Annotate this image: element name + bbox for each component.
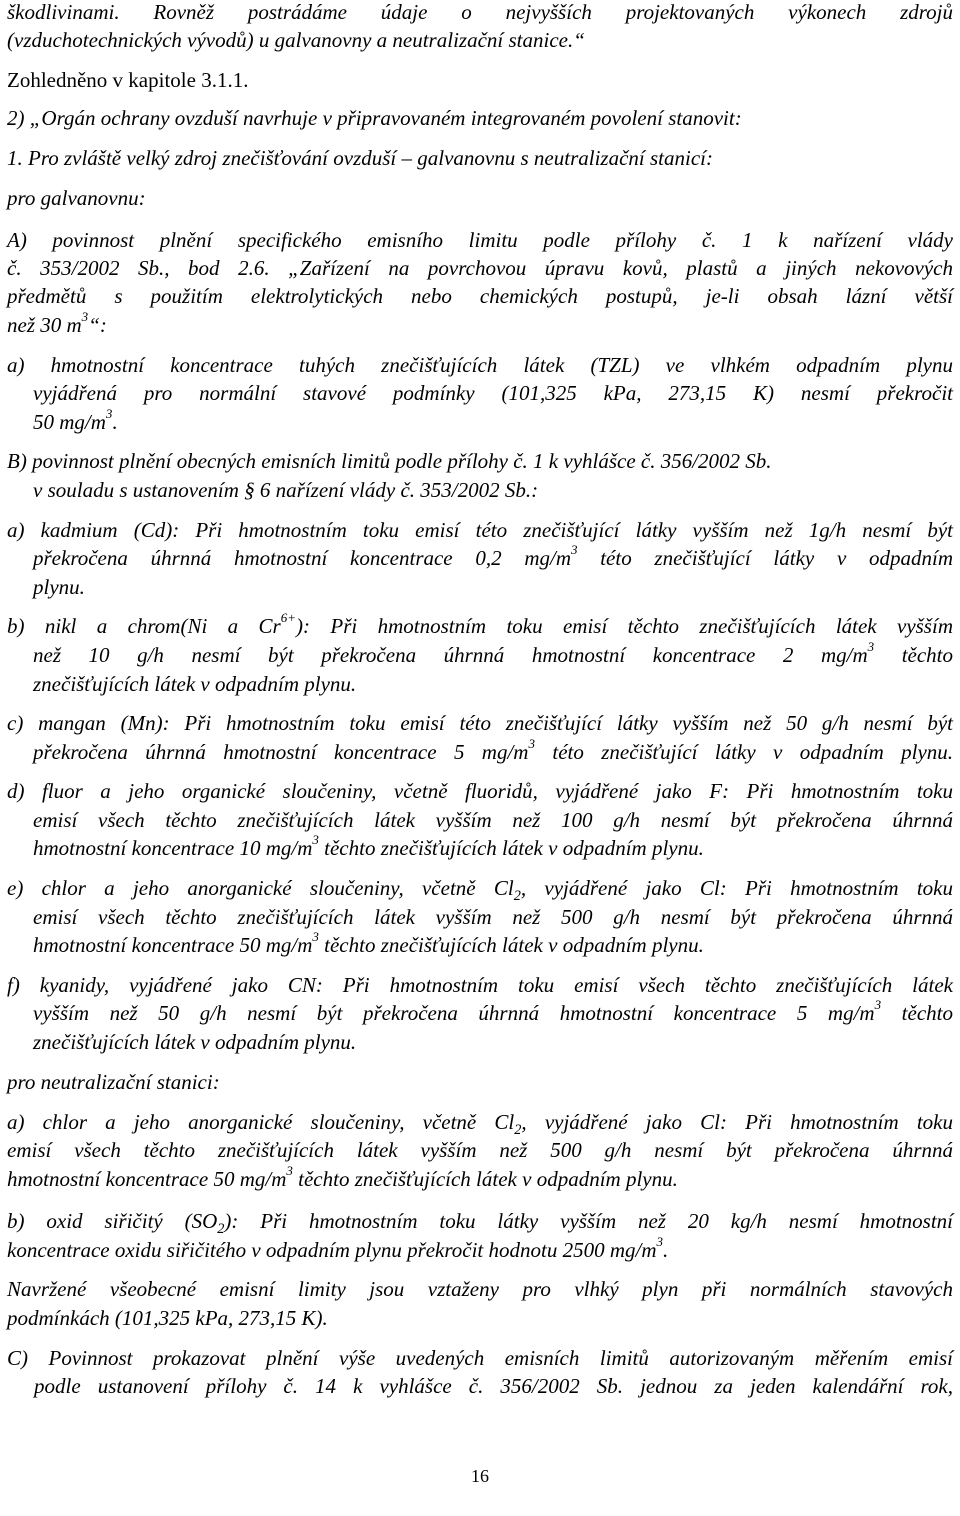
superscript: 3 xyxy=(81,309,89,325)
text-line: č. 353/2002 Sb., bod 2.6. „Zařízení na povrchovou úpravu kovů, plastů a jiných nekovových xyxy=(7,256,953,280)
text-line: vyjádřená pro normální stavové podmínky (101,325 kPa, 273,15 K) nesmí překročit xyxy=(33,381,953,405)
text-line: Navržené všeobecné emisní limity jsou vztaženy pro vlhký plyn při normálních stavových xyxy=(7,1277,953,1301)
text-line: emisí všech těchto znečišťujících látek vyšším než 100 g/h nesmí být překročena úhrnná xyxy=(33,808,953,832)
superscript: 3 xyxy=(867,639,875,655)
text-line xyxy=(7,1209,953,1238)
text-line: pro neutralizační stanici: xyxy=(7,1070,220,1094)
superscript: 3 xyxy=(105,406,113,422)
subscript: 2 xyxy=(217,1221,225,1238)
text-span: těchto znečišťujících látek v odpadním plynu. xyxy=(318,933,704,957)
text-line: podle ustanovení přílohy č. 14 k vyhlášce č. 356/2002 Sb. jednou za jeden kalendářní rok, xyxy=(34,1374,953,1398)
superscript: 3 xyxy=(570,542,578,558)
superscript: 6+ xyxy=(280,610,297,626)
superscript: 3 xyxy=(528,736,535,752)
text-line: A) povinnost plnění specifického emisního limitu podle přílohy č. 1 k nařízení vlády xyxy=(7,228,953,252)
text-line: (vzduchotechnických vývodů) u galvanovny a neutralizační stanice.“ xyxy=(7,28,585,52)
text-line: znečišťujících látek v odpadním plynu. xyxy=(33,1030,357,1054)
text-span: b) oxid siřičitý (SO xyxy=(7,1209,218,1233)
text-line: znečišťujících látek v odpadním plynu. xyxy=(33,672,357,696)
text-line xyxy=(7,610,953,638)
superscript: 3 xyxy=(286,1163,293,1179)
text-line: podmínkách (101,325 kPa, 273,15 K). xyxy=(7,1306,328,1330)
text-span: hmotnostní koncentrace 50 mg/m xyxy=(33,933,313,957)
text-span: a) chlor a jeho anorganické sloučeniny, včetně Cl xyxy=(7,1110,515,1134)
text-line xyxy=(33,542,953,570)
text-span: hmotnostní koncentrace 50 mg/m xyxy=(7,1167,287,1191)
text-span: než 30 m xyxy=(7,313,82,337)
text-line: předmětů s použitím elektrolytických nebo chemických postupů, je-li obsah lázní větší xyxy=(7,284,953,308)
text-line xyxy=(33,639,954,667)
text-line xyxy=(7,1163,953,1191)
text-span: této znečišťující látky v odpadním xyxy=(577,546,953,570)
text-span: b) nikl a chrom(Ni a Cr xyxy=(7,614,281,638)
text-span: , vyjádřené jako Cl: Při hmotnostním toku xyxy=(521,1110,953,1134)
text-span: koncentrace oxidu siřičitého v odpadním plynu překročit hodnotu 2500 mg/m xyxy=(7,1238,657,1262)
text-span: než 10 g/h nesmí být překročena úhrnná hmotnostní koncentrace 2 mg/m xyxy=(33,643,868,667)
subscript: 2 xyxy=(514,1122,522,1139)
superscript: 3 xyxy=(874,997,882,1013)
text-span: vyšším než 50 g/h nesmí být překročena úhrnná hmotnostní koncentrace 5 mg/m xyxy=(33,1001,875,1025)
text-line: pro galvanovnu: xyxy=(7,186,146,210)
text-line: a) hmotnostní koncentrace tuhých znečišťujících látek (TZL) ve vlhkém odpadním plynu xyxy=(7,353,953,377)
text-line: v souladu s ustanovením § 6 nařízení vlády č. 353/2002 Sb.: xyxy=(33,478,539,502)
text-line: škodlivinami. Rovněž postrádáme údaje o nejvyšších projektovaných výkonech zdrojů xyxy=(7,0,953,24)
text-line: c) mangan (Mn): Při hmotnostním toku emisí této znečišťující látky vyšším než 50 g/h nesmí být xyxy=(7,711,953,735)
text-span: 50 mg/m xyxy=(33,410,106,434)
text-line xyxy=(7,1110,953,1139)
text-line: d) fluor a jeho organické sloučeniny, včetně fluoridů, vyjádřené jako F: Při hmotnostním toku xyxy=(7,779,953,803)
text-span: . xyxy=(663,1238,669,1262)
superscript: 3 xyxy=(312,929,319,945)
text-line xyxy=(33,406,953,434)
text-line xyxy=(33,736,954,764)
superscript: 3 xyxy=(656,1234,664,1250)
text-line: B) povinnost plnění obecných emisních limitů podle přílohy č. 1 k vyhlášce č. 356/2002 Sb. xyxy=(7,449,772,473)
text-span: ): Při hmotnostním toku látky vyšším než 20 kg/h nesmí hmotnostní xyxy=(224,1209,953,1233)
text-span: těchto xyxy=(881,1001,953,1025)
text-line: emisí všech těchto znečišťujících látek vyšším než 500 g/h nesmí být překročena úhrnná xyxy=(7,1138,953,1162)
text-span: ): Při hmotnostním toku emisí těchto znečišťujících látek vyšším xyxy=(296,614,953,638)
text-line: 2) „Orgán ochrany ovzduší navrhuje v připravovaném integrovaném povolení stanovit: xyxy=(7,106,742,130)
text-line xyxy=(7,309,953,337)
text-span: e) chlor a jeho anorganické sloučeniny, včetně Cl xyxy=(7,876,514,900)
text-line xyxy=(33,832,953,860)
text-span: těchto xyxy=(874,643,954,667)
text-span: hmotnostní koncentrace 10 mg/m xyxy=(33,836,313,860)
page-number: 16 xyxy=(471,1466,489,1486)
text-span: těchto znečišťujících látek v odpadním plynu. xyxy=(292,1167,678,1191)
text-span: této znečišťující látky v odpadním plynu. xyxy=(535,740,954,764)
text-line: a) kadmium (Cd): Při hmotnostním toku emisí této znečišťující látky vyšším než 1g/h nesmí být xyxy=(7,518,953,542)
text-line: Zohledněno v kapitole 3.1.1. xyxy=(7,68,249,92)
text-span: “: xyxy=(88,313,107,337)
text-line xyxy=(33,929,953,957)
text-line: plynu. xyxy=(33,575,85,599)
text-span: těchto znečišťujících látek v odpadním plynu. xyxy=(318,836,704,860)
superscript: 3 xyxy=(312,832,319,848)
text-line xyxy=(7,1234,953,1262)
text-line: C) Povinnost prokazovat plnění výše uvedených emisních limitů autorizovaným měřením emisí xyxy=(7,1346,953,1370)
text-span: překročena úhrnná hmotnostní koncentrace 0,2 mg/m xyxy=(33,546,571,570)
text-line: emisí všech těchto znečišťujících látek vyšším než 500 g/h nesmí být překročena úhrnná xyxy=(33,905,953,929)
subscript: 2 xyxy=(513,888,521,905)
text-line xyxy=(7,876,953,905)
text-line: 1. Pro zvláště velký zdroj znečišťování ovzduší – galvanovnu s neutralizační stanicí: xyxy=(7,146,713,170)
text-span: překročena úhrnná hmotnostní koncentrace 5 mg/m xyxy=(33,740,529,764)
text-line xyxy=(33,997,953,1025)
text-span: . xyxy=(112,410,118,434)
text-line: f) kyanidy, vyjádřené jako CN: Při hmotnostním toku emisí všech těchto znečišťujících látek xyxy=(7,973,953,997)
text-span: , vyjádřené jako Cl: Při hmotnostním toku xyxy=(520,876,953,900)
